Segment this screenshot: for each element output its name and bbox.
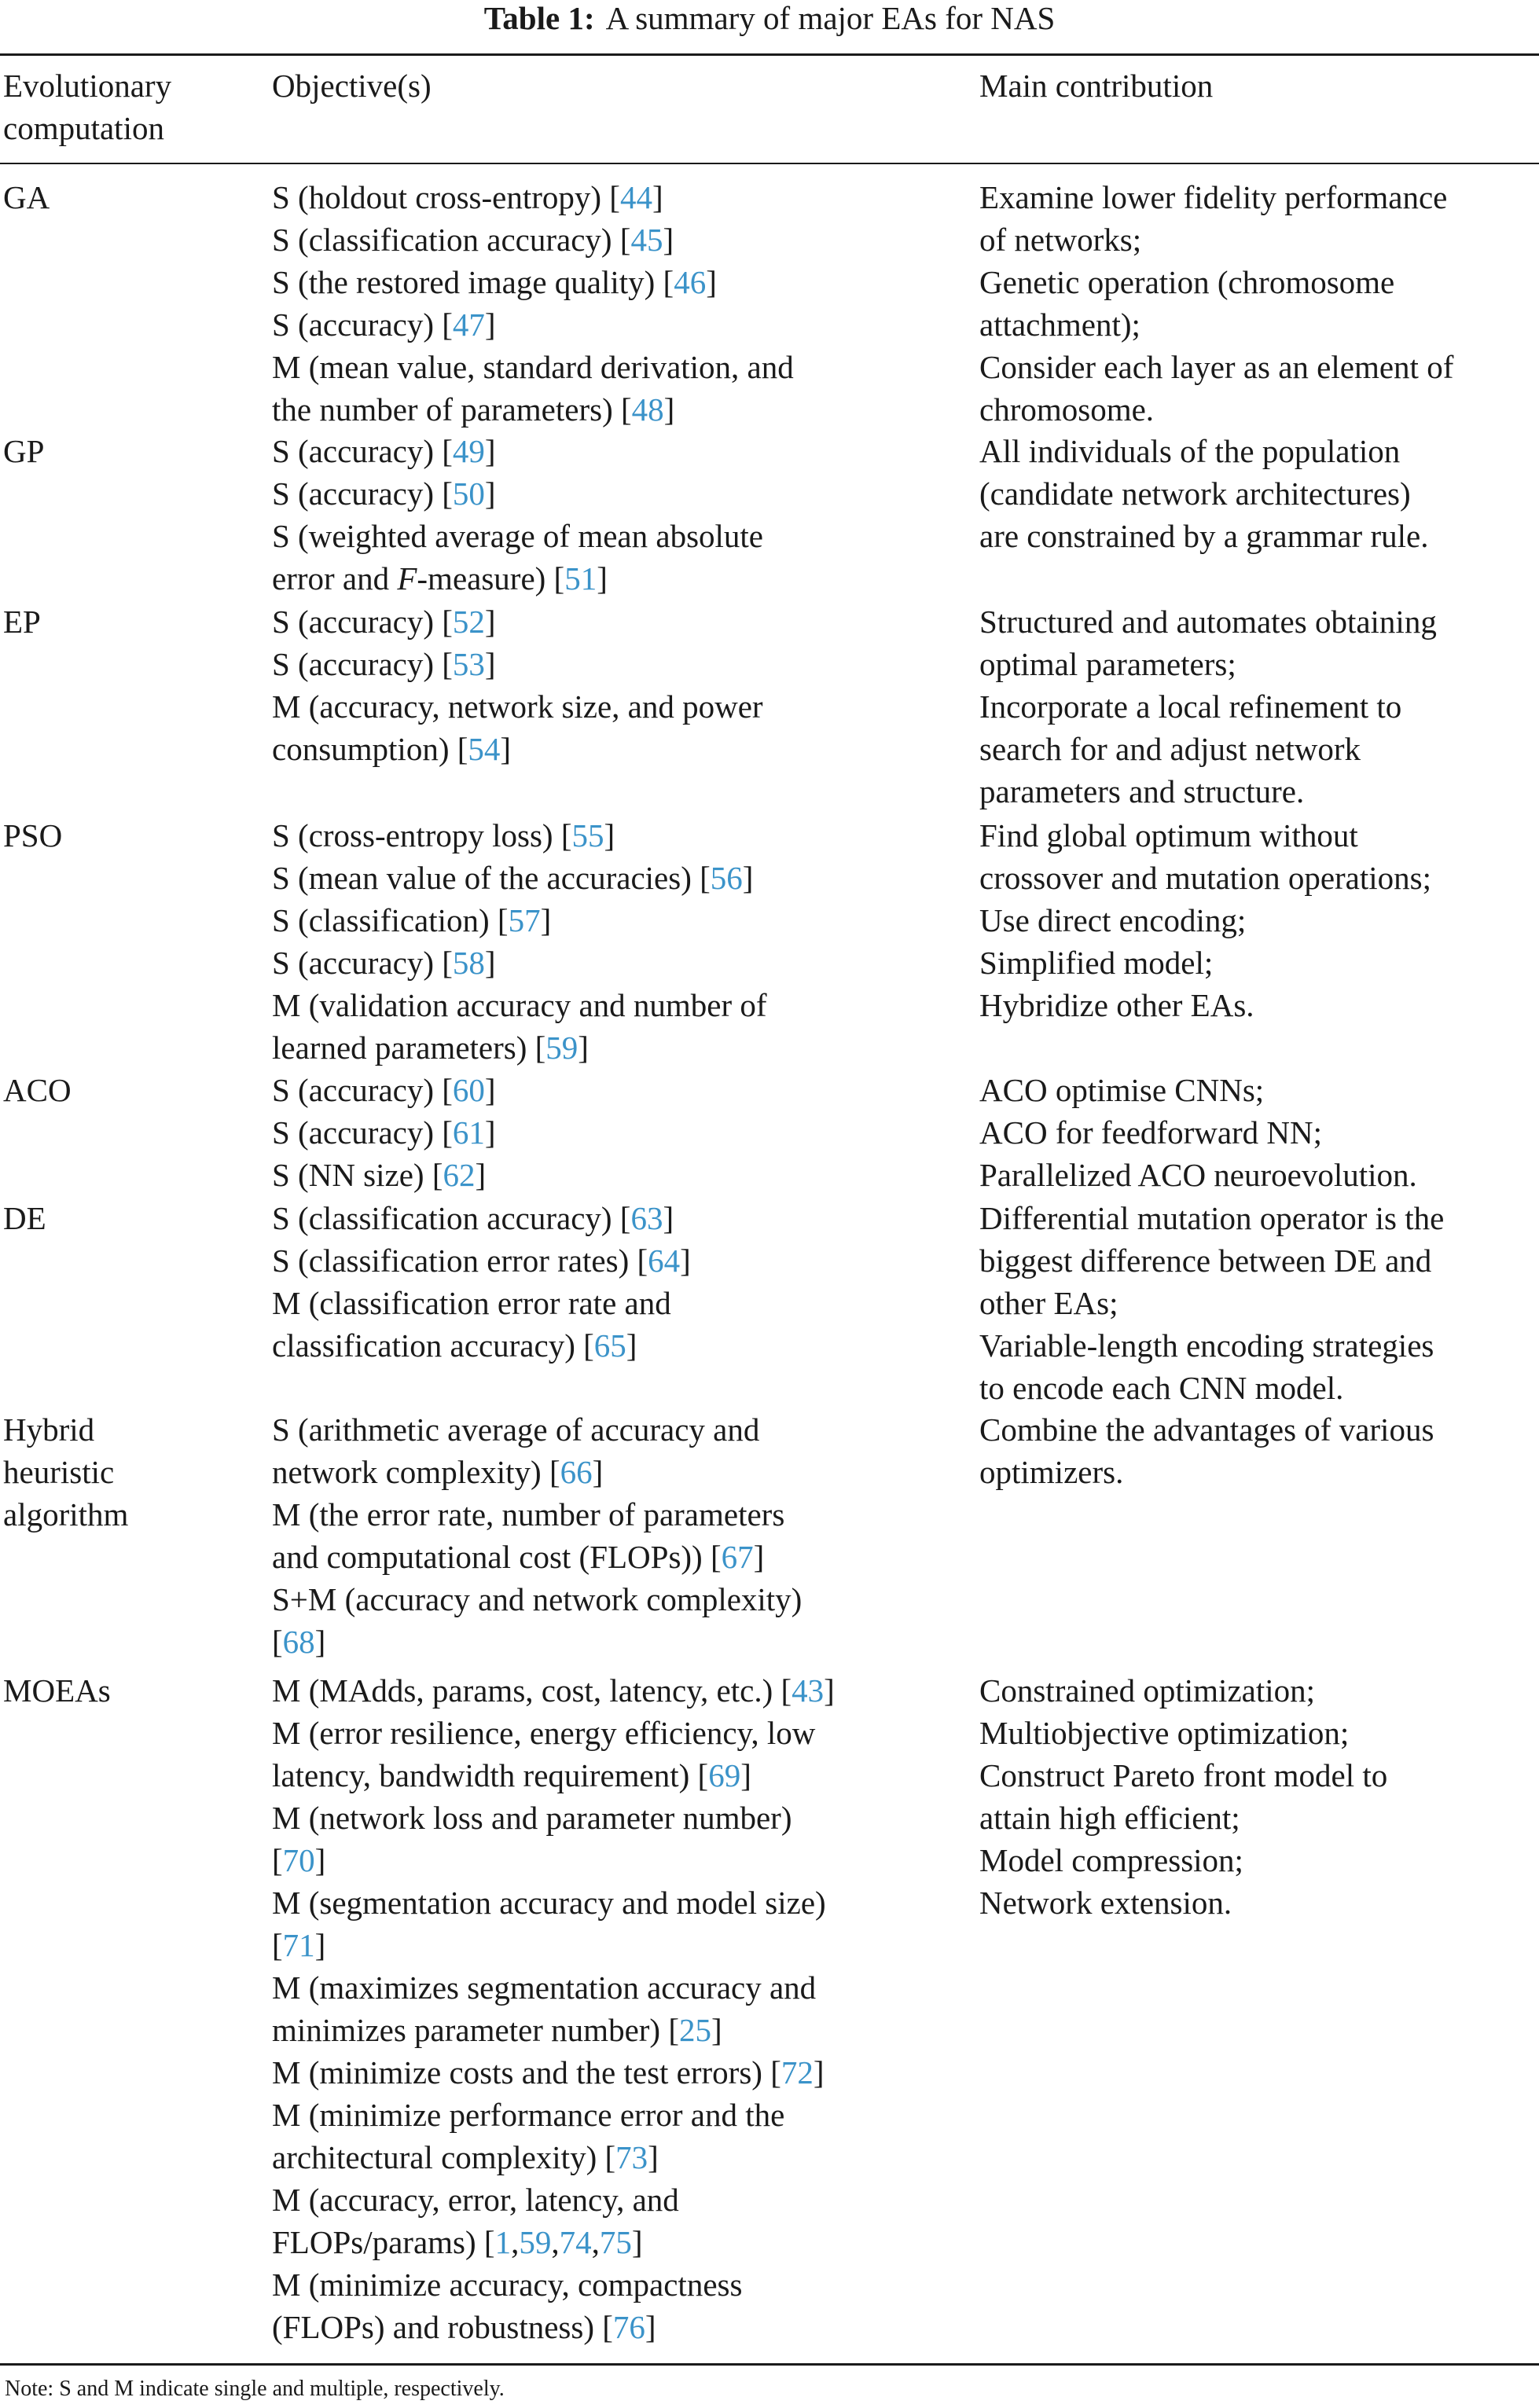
reference-link[interactable]: 59: [545, 1030, 579, 1066]
reference-link[interactable]: 48: [631, 391, 664, 428]
reference-link[interactable]: 65: [593, 1327, 626, 1364]
reference-link[interactable]: 76: [612, 2309, 645, 2345]
objective-line: consumption) [54]: [272, 731, 512, 767]
objectives-cell: [272, 1069, 964, 1196]
contribution-line: of networks;: [979, 222, 1142, 258]
objective-line: S (accuracy) [49]: [272, 433, 496, 469]
method-cell: [3, 600, 255, 643]
contribution-line: Genetic operation (chromosome: [979, 264, 1395, 300]
reference-link[interactable]: 47: [452, 307, 485, 343]
objectives-cell: [272, 1669, 964, 2348]
method-cell: [3, 176, 255, 218]
contribution-line: ACO for feedforward NN;: [979, 1114, 1323, 1151]
contribution-cell: [979, 600, 1537, 813]
objective-line: S (NN size) [62]: [272, 1157, 487, 1193]
objective-line: M (minimize accuracy, compactness: [272, 2267, 743, 2303]
objective-line: S (accuracy) [52]: [272, 604, 496, 640]
method-cell: [3, 814, 255, 857]
objective-line: [68]: [272, 1624, 326, 1660]
objective-line: S (the restored image quality) [46]: [272, 264, 717, 300]
objective-line: S (classification error rates) [64]: [272, 1243, 691, 1279]
contribution-line: Find global optimum without: [979, 817, 1358, 853]
objectives-cell: [272, 430, 964, 600]
objectives-cell: [272, 176, 964, 431]
contribution-line: All individuals of the population: [979, 433, 1401, 469]
objective-line: S (arithmetic average of accuracy and: [272, 1411, 760, 1448]
reference-link[interactable]: 63: [630, 1200, 663, 1236]
objective-line: and computational cost (FLOPs)) [67]: [272, 1539, 765, 1575]
objective-line: M (minimize costs and the test errors) [72]: [272, 2054, 825, 2090]
math-italic: F: [397, 560, 417, 596]
reference-link[interactable]: 67: [721, 1539, 754, 1575]
objective-line: minimizes parameter number) [25]: [272, 2012, 722, 2048]
contribution-line: Examine lower fidelity performance: [979, 179, 1448, 215]
reference-link[interactable]: 64: [648, 1243, 681, 1279]
objective-line: network complexity) [66]: [272, 1454, 604, 1490]
contribution-line: attain high efficient;: [979, 1800, 1240, 1836]
contribution-cell: [979, 1408, 1537, 1493]
objective-line: the number of parameters) [48]: [272, 391, 675, 428]
objective-line: error and F-measure) [51]: [272, 560, 608, 596]
method-cell: [3, 1197, 255, 1239]
method-label: GP: [3, 433, 45, 469]
reference-link[interactable]: 50: [452, 475, 485, 512]
reference-link[interactable]: 71: [282, 1927, 315, 1963]
method-label: MOEAs: [3, 1672, 111, 1709]
reference-link[interactable]: 58: [452, 945, 485, 981]
contribution-line: optimal parameters;: [979, 646, 1236, 682]
reference-link[interactable]: 57: [508, 902, 541, 938]
method-cell: [3, 1408, 255, 1536]
reference-link[interactable]: 53: [452, 646, 485, 682]
objective-line: M (maximizes segmentation accuracy and: [272, 1969, 817, 2006]
objective-line: latency, bandwidth requirement) [69]: [272, 1757, 751, 1793]
objective-line: M (minimize performance error and the: [272, 2097, 785, 2133]
reference-link[interactable]: 52: [452, 604, 485, 640]
contribution-line: other EAs;: [979, 1285, 1118, 1321]
objective-line: S (accuracy) [50]: [272, 475, 496, 512]
contribution-line: Consider each layer as an element of: [979, 349, 1454, 385]
reference-link[interactable]: 60: [452, 1072, 485, 1108]
objective-line: M (accuracy, error, latency, and: [272, 2182, 679, 2218]
bottom-rule: [0, 2363, 1539, 2366]
objective-line: S (cross-entropy loss) [55]: [272, 817, 615, 853]
objective-line: S (holdout cross-entropy) [44]: [272, 179, 663, 215]
method-label: heuristic: [3, 1454, 115, 1490]
contribution-line: optimizers.: [979, 1454, 1124, 1490]
contribution-line: Network extension.: [979, 1885, 1232, 1921]
objective-line: S (classification accuracy) [45]: [272, 222, 674, 258]
method-label: EP: [3, 604, 41, 640]
method-label: PSO: [3, 817, 63, 853]
objective-line: S (accuracy) [58]: [272, 945, 496, 981]
contribution-line: to encode each CNN model.: [979, 1370, 1344, 1406]
caption-title: A summary of major EAs for NAS: [605, 0, 1056, 36]
reference-link[interactable]: 55: [571, 817, 604, 853]
objective-line: architectural complexity) [73]: [272, 2139, 659, 2175]
reference-link[interactable]: 54: [468, 731, 501, 767]
objective-line: M (network loss and parameter number): [272, 1800, 792, 1836]
objective-line: learned parameters) [59]: [272, 1030, 589, 1066]
method-label: GA: [3, 179, 50, 215]
header-objectives: Objective(s): [272, 68, 432, 104]
header-evolutionary-computation: Evolutionary computation: [3, 68, 172, 146]
contribution-cell: [979, 1069, 1537, 1196]
objective-line: S (mean value of the accuracies) [56]: [272, 860, 754, 896]
contribution-line: parameters and structure.: [979, 773, 1305, 809]
method-cell: [3, 1069, 255, 1111]
objective-line: S+M (accuracy and network complexity): [272, 1581, 803, 1617]
reference-link[interactable]: 51: [564, 560, 597, 596]
contribution-line: attachment);: [979, 307, 1140, 343]
contribution-line: chromosome.: [979, 391, 1155, 428]
objectives-cell: [272, 1197, 964, 1367]
reference-link[interactable]: 46: [674, 264, 707, 300]
objective-line: S (accuracy) [47]: [272, 307, 496, 343]
contribution-line: (candidate network architectures): [979, 475, 1411, 512]
contribution-line: ACO optimise CNNs;: [979, 1072, 1265, 1108]
header-main-contribution: Main contribution: [979, 68, 1214, 104]
contribution-cell: [979, 176, 1537, 431]
reference-link[interactable]: 45: [630, 222, 663, 258]
reference-link[interactable]: 56: [710, 860, 743, 896]
objectives-cell: [272, 600, 964, 770]
reference-link[interactable]: 73: [615, 2139, 648, 2175]
objective-line: S (classification) [57]: [272, 902, 552, 938]
top-rule: [0, 53, 1539, 56]
reference-link[interactable]: 72: [781, 2054, 814, 2090]
contribution-line: Constrained optimization;: [979, 1672, 1316, 1709]
objective-line: S (accuracy) [53]: [272, 646, 496, 682]
contribution-line: Variable-length encoding strategies: [979, 1327, 1434, 1364]
objective-line: S (accuracy) [60]: [272, 1072, 496, 1108]
reference-link[interactable]: 70: [282, 1842, 315, 1878]
method-label: ACO: [3, 1072, 72, 1108]
reference-link[interactable]: 69: [708, 1757, 741, 1793]
contribution-line: Model compression;: [979, 1842, 1243, 1878]
reference-link[interactable]: 59: [519, 2224, 552, 2260]
objective-line: FLOPs/params) [1,59,74,75]: [272, 2224, 643, 2260]
objective-line: (FLOPs) and robustness) [76]: [272, 2309, 656, 2345]
objective-line: M (error resilience, energy efficiency, low: [272, 1715, 816, 1751]
contribution-line: Incorporate a local refinement to: [979, 688, 1402, 725]
objective-line: [71]: [272, 1927, 326, 1963]
header-rule: [0, 163, 1539, 164]
contribution-line: Parallelized ACO neuroevolution.: [979, 1157, 1417, 1193]
contribution-line: Differential mutation operator is the: [979, 1200, 1445, 1236]
table-caption: [0, 0, 1539, 44]
objective-line: classification accuracy) [65]: [272, 1327, 637, 1364]
contribution-line: Hybridize other EAs.: [979, 987, 1254, 1023]
reference-link[interactable]: 61: [452, 1114, 485, 1151]
method-cell: [3, 1669, 255, 1712]
contribution-line: crossover and mutation operations;: [979, 860, 1432, 896]
objective-line: M (accuracy, network size, and power: [272, 688, 763, 725]
method-label: DE: [3, 1200, 46, 1236]
contribution-line: search for and adjust network: [979, 731, 1361, 767]
objective-line: S (classification accuracy) [63]: [272, 1200, 674, 1236]
table-note: Note: S and M indicate single and multiple, respectively.: [5, 2377, 505, 2401]
contribution-line: Use direct encoding;: [979, 902, 1247, 938]
reference-link[interactable]: 49: [452, 433, 485, 469]
contribution-line: Construct Pareto front model to: [979, 1757, 1388, 1793]
method-label: Hybrid: [3, 1411, 95, 1448]
contribution-cell: [979, 814, 1537, 1026]
reference-link[interactable]: 44: [619, 179, 652, 215]
method-label: algorithm: [3, 1496, 129, 1533]
reference-link[interactable]: 25: [679, 2012, 711, 2048]
contribution-line: Multiobjective optimization;: [979, 1715, 1350, 1751]
objectives-cell: [272, 1408, 964, 1663]
reference-link[interactable]: 68: [282, 1624, 315, 1660]
reference-link[interactable]: 75: [599, 2224, 632, 2260]
contribution-cell: [979, 430, 1537, 557]
contribution-line: Combine the advantages of various: [979, 1411, 1434, 1448]
contribution-line: Simplified model;: [979, 945, 1214, 981]
contribution-cell: [979, 1197, 1537, 1409]
objectives-cell: [272, 814, 964, 1069]
objective-line: [70]: [272, 1842, 326, 1878]
contribution-line: are constrained by a grammar rule.: [979, 518, 1429, 554]
reference-link[interactable]: 74: [559, 2224, 592, 2260]
objective-line: M (mean value, standard derivation, and: [272, 349, 794, 385]
contribution-line: Structured and automates obtaining: [979, 604, 1437, 640]
reference-link[interactable]: 1: [494, 2224, 512, 2260]
method-cell: [3, 430, 255, 472]
objective-line: M (the error rate, number of parameters: [272, 1496, 785, 1533]
caption-label: Table 1:: [483, 0, 595, 36]
objective-line: M (segmentation accuracy and model size): [272, 1885, 826, 1921]
reference-link[interactable]: 66: [560, 1454, 593, 1490]
contribution-line: biggest difference between DE and: [979, 1243, 1432, 1279]
objective-line: M (validation accuracy and number of: [272, 987, 767, 1023]
contribution-cell: [979, 1669, 1537, 1924]
objective-line: M (classification error rate and: [272, 1285, 671, 1321]
objective-line: S (accuracy) [61]: [272, 1114, 496, 1151]
objective-line: S (weighted average of mean absolute: [272, 518, 764, 554]
reference-link[interactable]: 43: [792, 1672, 825, 1709]
objective-line: M (MAdds, params, cost, latency, etc.) [43]: [272, 1672, 835, 1709]
reference-link[interactable]: 62: [443, 1157, 476, 1193]
